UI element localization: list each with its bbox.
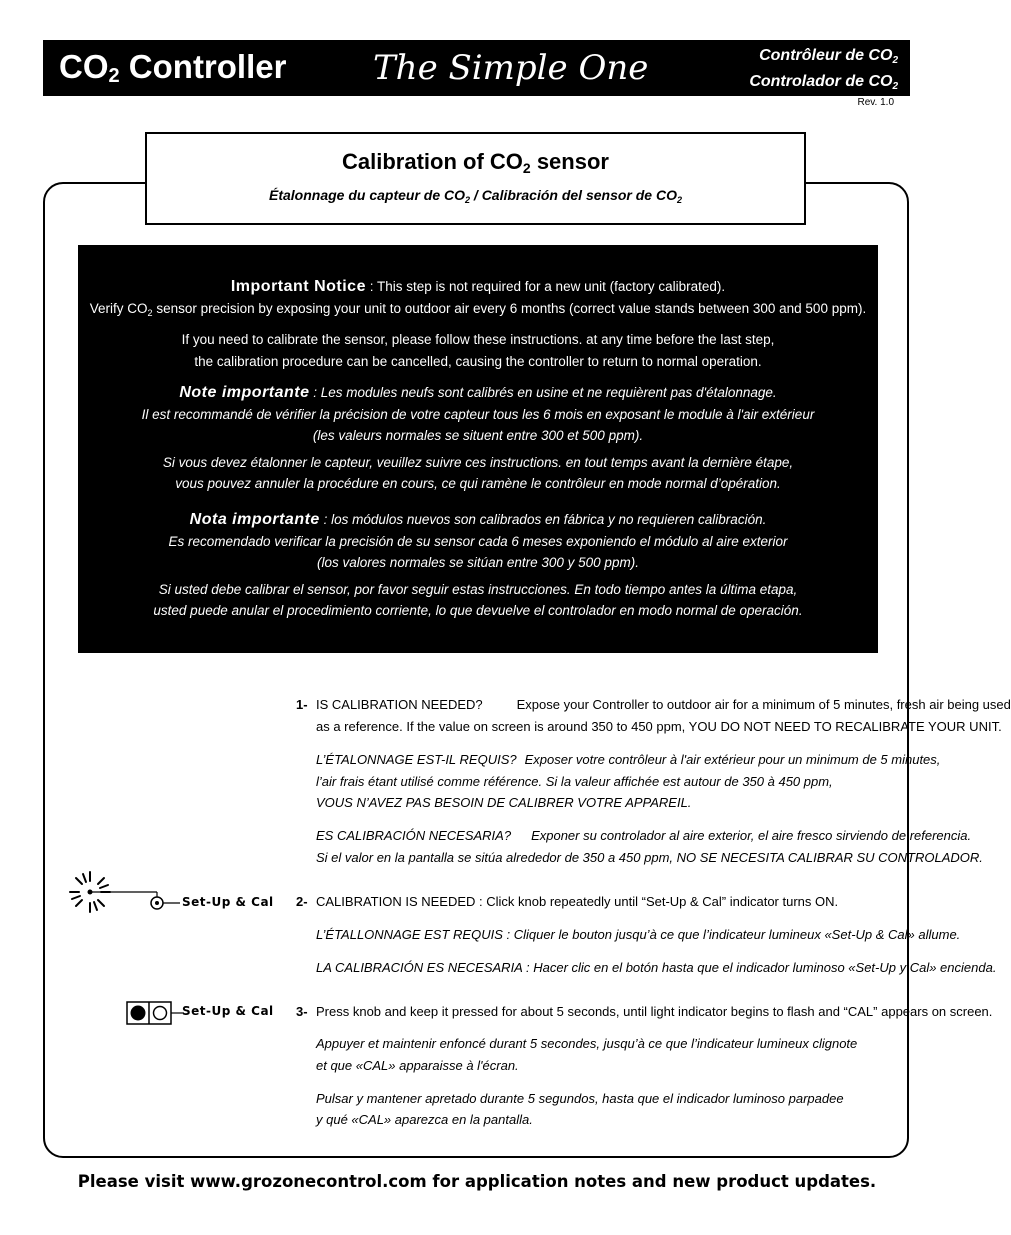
title-spanish: Controlador de $CO_2$ [749,73,898,92]
footer-note: Please visit www.grozonecontrol.com for application notes and new product updates. [77,1172,877,1191]
translated-titles [749,45,898,97]
step-3-english: Press knob and keep it pressed for about 5 seconds, until light indicator begins to flash and “CAL” appears on screen. [316,1004,993,1019]
notice-spanish: Nota importante : los módulos nuevos son calibrados en fábrica y no requieren calibración. Es recomendado verificar la precisión de su sensor cada 6 meses exponiendo el módulo al aire exterior (los valores normales se sitúan entre 300 y 500 ppm). Si usted debe calibrar el sensor, por favor seguir estas instrucciones. En todo tiempo antes la última etapa, usted puede anular el procedimiento corriente, lo que devuelve el controlador en modo normal de operación. [153,511,803,618]
indicator-blinking-icon [60,862,180,922]
step-3-french: Appuyer et maintenir enfoncé durant 5 secondes, jusqu’à ce que l’indicateur lumineux clignote [316,1036,858,1051]
header-bar [43,40,910,96]
step-2-spanish: LA CALIBRACIÓN ES NECESARIA : Hacer clic en el botón hasta que el indicador luminoso «Set-Up y Cal» encienda. [316,960,997,975]
step-3-spanish: Pulsar y mantener apretado durante 5 segundos, hasta que el indicador luminoso parpadee [316,1091,844,1106]
important-notice [78,245,878,653]
section-subtitle: Étalonnage du capteur de $CO_2$ / Calibración del sensor de $CO_2$ [268,187,682,205]
step-1-english: IS CALIBRATION NEEDED? Expose your Controller to outdoor air for a minimum of 5 minutes, fresh air being used [316,697,1011,712]
set-up-cal-label-2: Set-Up & Cal [182,1004,274,1018]
notice-french: Note importante : Les modules neufs sont calibrés en usine et ne requièrent pas d'étalonnage. Il est recommandé de vérifier la précision de votre capteur tous les 6 mois en exposant le module à l'air extérieur (les valeurs normales se situent entre 300 et 500 ppm). Si vous devez étalonner le capteur, veuillez suivre ces instructions. en tout temps avant la dernière étape, vous pouvez annuler la procédure en cours, ce qui ramène le contrôleur en mode normal d’opération. [141,384,815,491]
set-up-cal-label: Set-Up & Cal [182,895,274,909]
step-1-spanish: ES CALIBRACIÓN NECESARIA? Exponer su controlador al aire exterior, el aire fresco sirviendo de referencia. [316,828,972,843]
step-1-english-cont: as a reference. If the value on screen is around 350 to 450 ppm, YOU DO NOT NEED TO RECALIBRATE YOUR UNIT. [316,719,1002,734]
step-1-french: L’ÉTALONNAGE EST-IL REQUIS? Exposer votre contrôleur à l'air extérieur pour un minimum de 5 minutes, [316,752,941,767]
step-2-french: L’ÉTALLONNAGE EST REQUIS : Cliquer le bouton jusqu’à ce que l’indicateur lumineux «Set-Up & Cal» allume. [316,927,961,942]
section-title-box [145,132,806,225]
product-tagline: The Simple One [373,48,649,88]
section-title: Calibration of $CO_2$ sensor [342,149,609,176]
title-french: Contrôleur de $CO_2$ [759,47,898,66]
revision-label: Rev. 1.0 [857,97,894,108]
product-title: $CO_2$ Controller [59,48,287,87]
step-2-english: CALIBRATION IS NEEDED : Click knob repeatedly until “Set-Up & Cal” indicator turns ON. [316,894,839,909]
knob-press-icon [124,1000,184,1026]
notice-english: Important Notice : This step is not required for a new unit (factory calibrated). Verify $CO_2$ sensor precision by exposing your unit to outdoor air every 6 months (correct value stands between 300 and 500 ppm). If you need to calibrate the sensor, please follow these instructions. at any time before the last step, the calibration procedure can be cancelled, causing the controller to return to normal operation. [89,278,867,369]
